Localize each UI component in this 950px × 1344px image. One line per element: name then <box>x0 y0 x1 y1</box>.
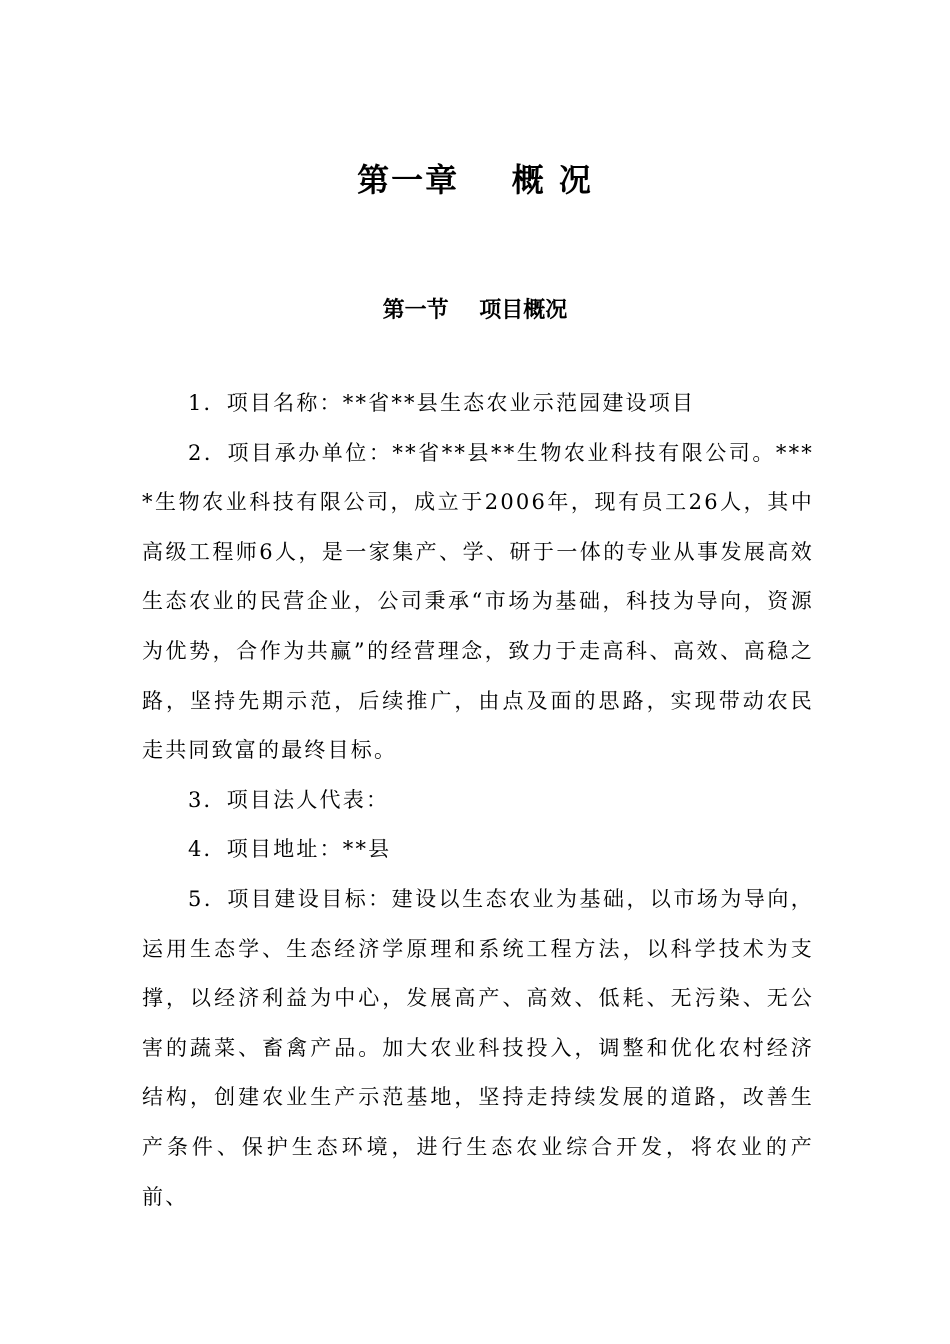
body-text <box>142 379 814 1222</box>
chapter-title: 第一章 概 况 <box>357 161 593 199</box>
paragraph-project-address: 4．项目地址：**县 <box>188 837 392 862</box>
paragraph-project-name: 1．项目名称：**省**县生态农业示范园建设项目 <box>188 391 696 415</box>
paragraph-construction-goal: 5．项目建设目标：建设以生态农业为基础，以市场为导向，运用生态学、生态经济学原理和系统工程方法，以科学技术为支撑，以经济利益为中心，发展高产、高效、低耗、无污染、无公害的蔬菜、畜禽产品。加大农业科技投入，调整和优化农村经济结构，创建农业生产示范基地，坚持走持续发展的道路，改善生产条件、保护生态环境，进行生态农业综合开发，将农业的产前、 <box>142 886 814 1209</box>
paragraph-project-organizer: 2．项目承办单位：**省**县**生物农业科技有限公司。****生物农业科技有限公司，成立于2006年，现有员工26人，其中高级工程师6人，是一家集产、学、研于一体的专业从事发展高效生态农业的民营企业，公司秉承“市场为基础，科技为导向，资源为优势，合作为共赢”的经营理念，致力于走高科、高效、高稳之路，坚持先期示范，后续推广，由点及面的思路，实现带动农民走共同致富的最终目标。 <box>142 440 814 763</box>
paragraph-legal-representative: 3．项目法人代表： <box>188 787 390 812</box>
section-title: 第一节 项目概况 <box>382 298 568 323</box>
